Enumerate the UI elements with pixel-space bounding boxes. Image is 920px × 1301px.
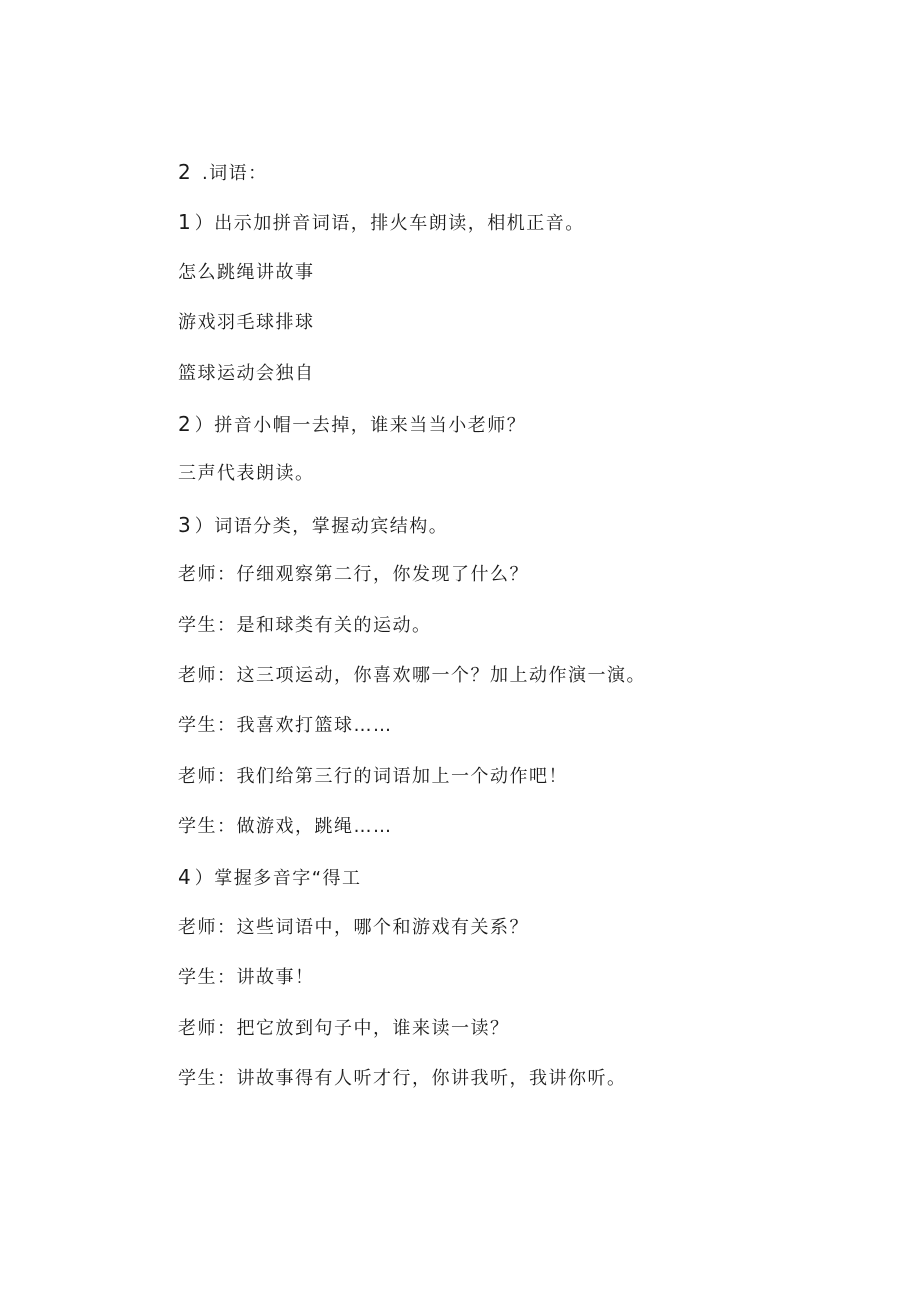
dialogue-teacher	[178, 659, 858, 709]
line-text: 三声代表朗读。	[178, 463, 315, 485]
line-text: ）拼音小帽一去掉，谁来当当小老师？	[194, 414, 527, 436]
section-heading-words	[178, 155, 858, 205]
step-3-heading	[178, 508, 858, 558]
step-2-heading	[178, 407, 858, 457]
line-text: 老师：这三项运动，你喜欢哪一个？加上动作演一演。	[178, 664, 646, 686]
dialogue-teacher	[178, 911, 858, 961]
line-text: 篮球运动会独自	[178, 362, 315, 384]
line-text: 学生：讲故事！	[178, 967, 315, 989]
line-text: 老师：我们给第三行的词语加上一个动作吧！	[178, 765, 568, 787]
line-text: 怎么跳绳讲故事	[178, 261, 315, 283]
dialogue-teacher	[178, 760, 858, 810]
line-text: .词语：	[194, 163, 268, 184]
word-row-2	[178, 306, 858, 356]
step-number: 3	[178, 512, 191, 537]
word-row-1	[178, 256, 858, 306]
dialogue-student	[178, 810, 858, 860]
line-text: 学生：我喜欢打篮球……	[178, 715, 393, 737]
line-text: 游戏羽毛球排球	[178, 312, 315, 334]
line-text: 学生：做游戏，跳绳……	[178, 816, 393, 838]
line-text: 老师：仔细观察第二行，你发现了什么？	[178, 564, 529, 586]
line-text: 学生：讲故事得有人听才行，你讲我听，我讲你听。	[178, 1068, 627, 1090]
step-1-heading	[178, 205, 858, 255]
dialogue-student	[178, 709, 858, 759]
step-number: 1	[178, 210, 191, 235]
dialogue-student	[178, 961, 858, 1011]
word-row-3	[178, 357, 858, 407]
dialogue-student	[178, 609, 858, 659]
step-number: 4	[178, 865, 191, 890]
step-number: 2	[178, 411, 191, 436]
line-text: ）出示加拼音词语，排火车朗读，相机正音。	[194, 213, 585, 235]
dialogue-teacher	[178, 1012, 858, 1062]
document-body	[178, 155, 858, 1112]
line-text: ）词语分类，掌握动宾结构。	[194, 515, 449, 537]
line-text: 老师：把它放到句子中，谁来读一读？	[178, 1017, 510, 1039]
paragraph-line	[178, 457, 858, 507]
section-number: 2	[178, 160, 191, 184]
dialogue-student	[178, 1062, 858, 1112]
line-text: 老师：这些词语中，哪个和游戏有关系？	[178, 916, 529, 938]
line-text: 学生：是和球类有关的运动。	[178, 614, 432, 636]
line-text: ）掌握多音字“得工	[194, 868, 362, 890]
dialogue-teacher	[178, 558, 858, 608]
step-4-heading	[178, 860, 858, 910]
